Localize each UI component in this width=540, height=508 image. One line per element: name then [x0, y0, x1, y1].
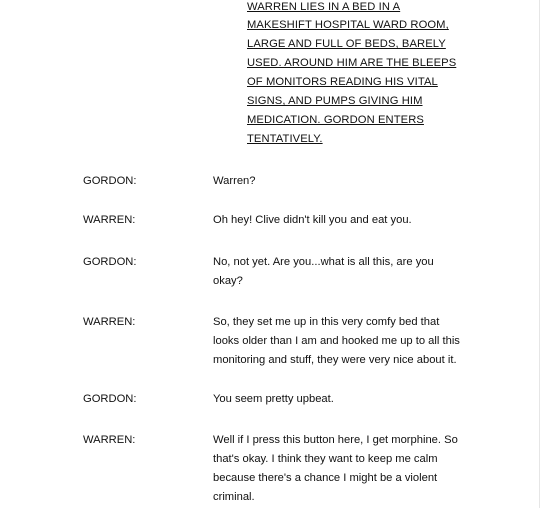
dialogue-line: So, they set me up in this very comfy bed that	[213, 316, 440, 328]
dialogue-text	[213, 211, 493, 230]
dialogue-line: that's okay. I think they want to keep me calm	[213, 453, 438, 465]
dialogue-line: Warren?	[213, 175, 256, 187]
action-line: USED. AROUND HIM ARE THE BLEEPS	[247, 57, 457, 69]
character-name: WARREN:	[83, 214, 136, 226]
action-line: MEDICATION. GORDON ENTERS	[247, 114, 424, 126]
action-line: OF MONITORS READING HIS VITAL	[247, 76, 438, 88]
dialogue-line: Well if I press this button here, I get morphine. So	[213, 434, 458, 446]
action-line: WARREN LIES IN A BED IN A	[247, 1, 401, 13]
action-line: MAKESHIFT HOSPITAL WARD ROOM,	[247, 19, 449, 31]
action-line: TENTATIVELY.	[247, 133, 323, 145]
character-name: GORDON:	[83, 256, 137, 268]
dialogue-text	[213, 390, 493, 409]
dialogue-line: okay?	[213, 275, 243, 287]
action-block	[247, 0, 467, 149]
action-line: SIGNS, AND PUMPS GIVING HIM	[247, 95, 423, 107]
character-name: WARREN:	[83, 434, 136, 446]
character-name: GORDON:	[83, 175, 137, 187]
dialogue-line: looks older than I am and hooked me up to all this	[213, 335, 460, 347]
dialogue-line: No, not yet. Are you...what is all this, are you	[213, 256, 434, 268]
dialogue-line: criminal.	[213, 491, 255, 503]
dialogue-text	[213, 313, 493, 370]
dialogue-line: because there's a chance I might be a violent	[213, 472, 438, 484]
dialogue-text	[213, 172, 493, 191]
action-line: LARGE AND FULL OF BEDS, BARELY	[247, 38, 446, 50]
dialogue-line: You seem pretty upbeat.	[213, 393, 334, 405]
dialogue-line: monitoring and stuff, they were very nice about it.	[213, 354, 457, 366]
dialogue-line: Oh hey! Clive didn't kill you and eat you.	[213, 214, 412, 226]
character-name: WARREN:	[83, 316, 136, 328]
dialogue-text	[213, 253, 493, 291]
character-name: GORDON:	[83, 393, 137, 405]
dialogue-text	[213, 431, 493, 507]
